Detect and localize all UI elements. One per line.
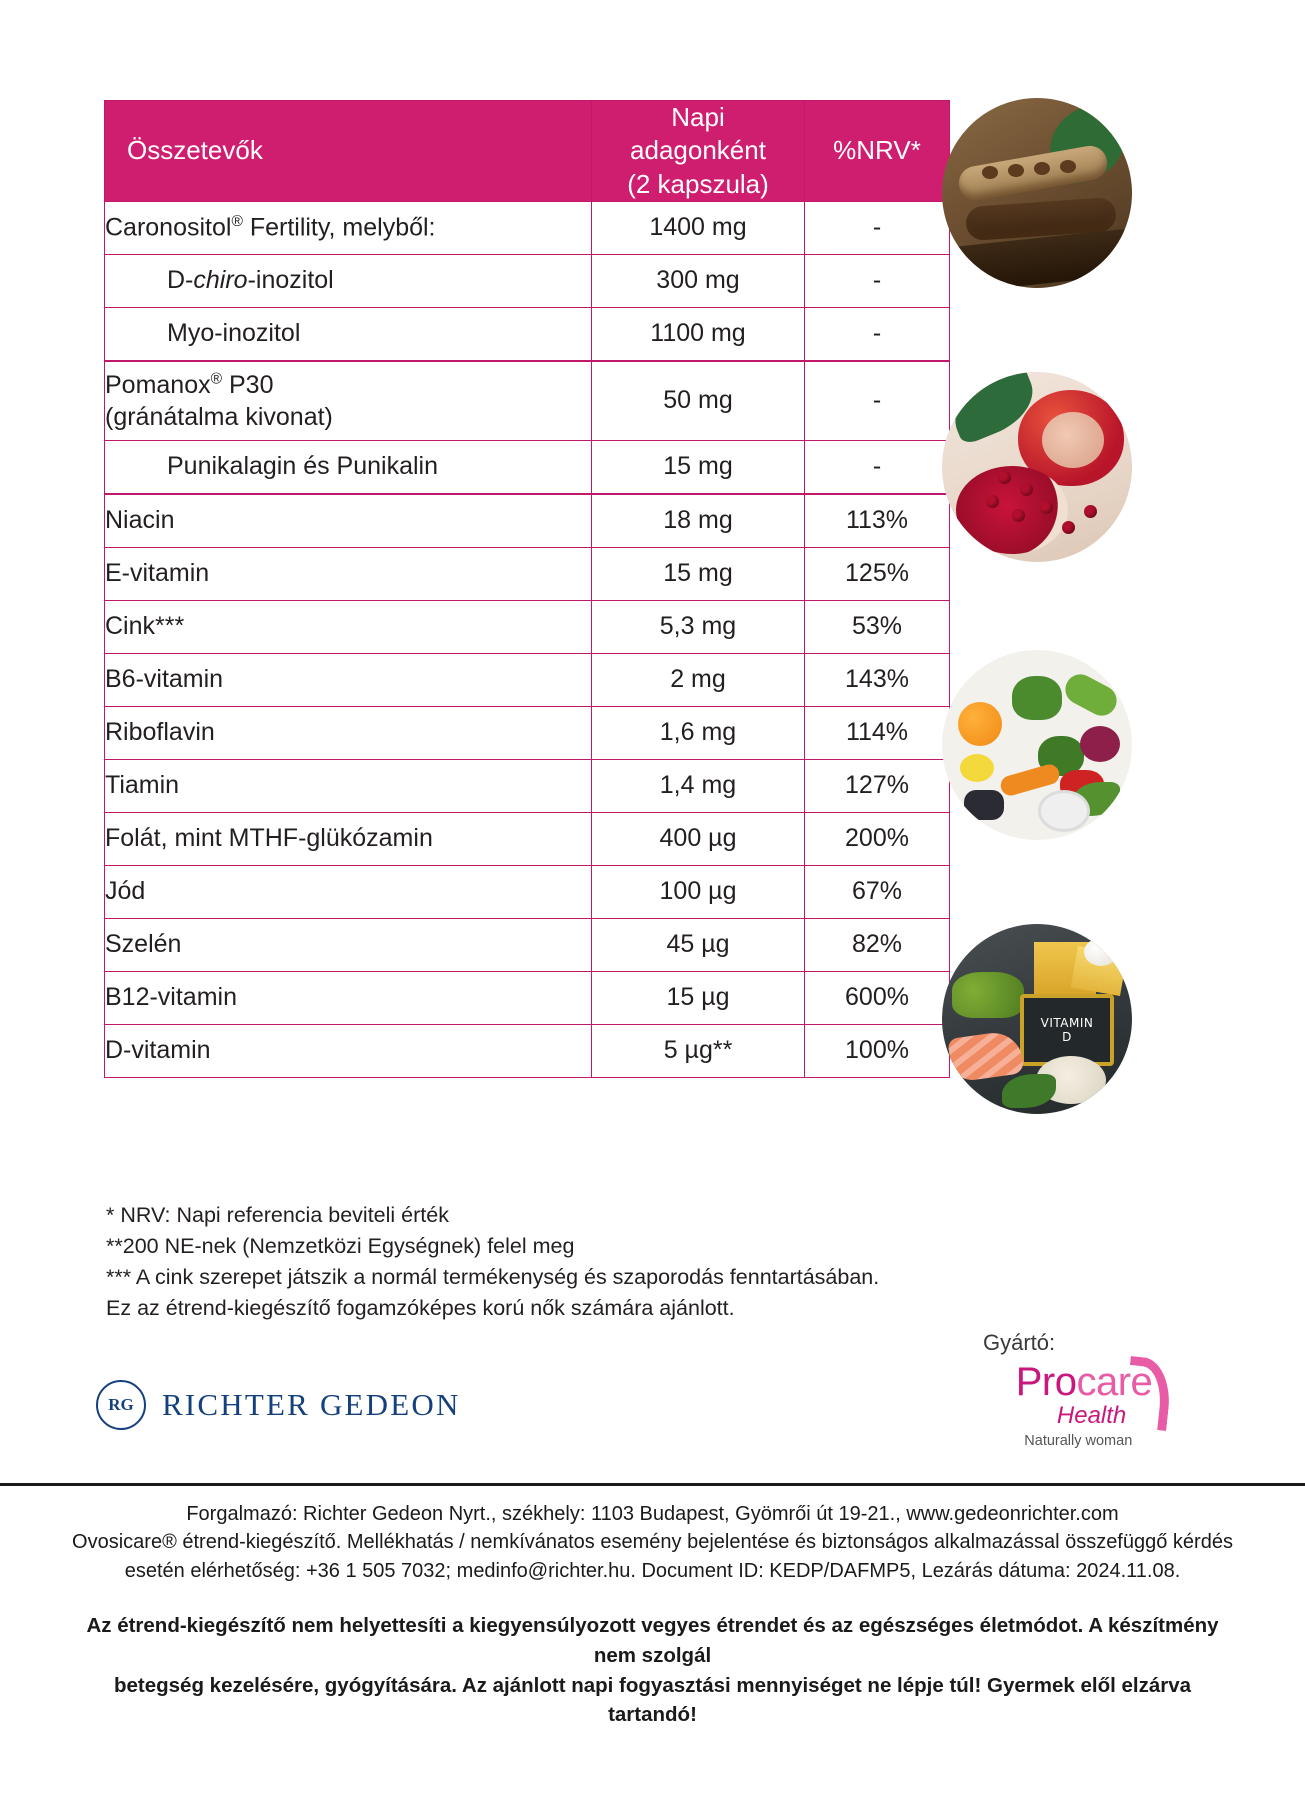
orange-slice-shape <box>958 702 1002 746</box>
vitamin-d-foods-photo <box>942 924 1132 1114</box>
ingredient-name: Punikalagin és Punikalin <box>105 440 592 494</box>
ingredient-nrv: - <box>805 307 950 361</box>
ingredient-nrv: 113% <box>805 494 950 548</box>
ingredient-name <box>105 201 592 254</box>
registered-mark: ® <box>210 370 223 388</box>
richter-monogram-icon: RG <box>96 1380 146 1430</box>
ingredient-name: Tiamin <box>105 759 592 812</box>
broccoli-shape <box>1012 676 1062 720</box>
footnote-nrv: * NRV: Napi referencia beviteli érték <box>106 1203 449 1227</box>
nutrition-table-wrapper <box>104 100 924 1078</box>
ingredient-amount: 5 µg** <box>592 1024 805 1077</box>
ingredient-amount: 1,4 mg <box>592 759 805 812</box>
footnote-zinc: *** A cink szerepet játszik a normál termékenység és szaporodás fenntartásában. <box>106 1264 880 1289</box>
footnote-iu: **200 NE-nek (Nemzetközi Egységnek) felel meg <box>106 1233 575 1258</box>
table-row <box>105 918 950 971</box>
ingredient-amount: 1100 mg <box>592 307 805 361</box>
ingredient-amount: 1400 mg <box>592 201 805 254</box>
ingredient-nrv: 200% <box>805 812 950 865</box>
manufacturer-label: Gyártó: <box>983 1330 1056 1355</box>
peas-shape <box>952 972 1024 1018</box>
ingredient-nrv: 143% <box>805 653 950 706</box>
ingredient-name: Riboflavin <box>105 706 592 759</box>
ingredient-name-suffix: -inozitol <box>247 266 334 295</box>
ingredient-name-text: D- <box>167 266 194 295</box>
pomegranate-photo <box>942 372 1132 562</box>
aril-shape <box>1020 483 1033 496</box>
table-row <box>105 865 950 918</box>
ingredient-name: E-vitamin <box>105 547 592 600</box>
ingredient-nrv: 67% <box>805 865 950 918</box>
ingredient-name: B6-vitamin <box>105 653 592 706</box>
table-row <box>105 600 950 653</box>
warning-line-2: betegség kezelésére, gyógyítására. Az ajánlott napi fogyasztási mennyiséget ne lépje túl! Gyermek elől elzárva tartandó! <box>113 1673 1192 1727</box>
ingredient-amount: 50 mg <box>592 361 805 441</box>
ingredient-amount: 18 mg <box>592 494 805 548</box>
table-row <box>105 201 950 254</box>
column-header-ingredients: Összetevők <box>105 101 592 202</box>
aril-shape <box>1084 505 1097 518</box>
distributor-line: Forgalmazó: Richter Gedeon Nyrt., székhely: 1103 Budapest, Gyömrői út 19-21., www.gedeonrichter.com <box>186 1503 1119 1525</box>
table-row <box>105 494 950 548</box>
lemon-slice-shape <box>960 754 994 782</box>
ingredient-name: Szelén <box>105 918 592 971</box>
table-row <box>105 971 950 1024</box>
table-row <box>105 361 950 441</box>
ingredient-amount: 15 µg <box>592 971 805 1024</box>
herb-shape <box>1002 1074 1056 1108</box>
ingredient-name-suffix: P30 <box>222 370 274 399</box>
ingredient-amount: 15 mg <box>592 440 805 494</box>
seeds-shape <box>964 790 1004 820</box>
chalkboard-line-1: VITAMIN <box>1040 1016 1094 1030</box>
ingredient-name: D-vitamin <box>105 1024 592 1077</box>
ingredient-name-text: Pomanox <box>105 370 211 399</box>
ingredient-nrv: 100% <box>805 1024 950 1077</box>
ingredient-nrv: 125% <box>805 547 950 600</box>
table-row <box>105 1024 950 1077</box>
procare-health-text: Health <box>1056 1402 1127 1429</box>
ingredient-nrv: 82% <box>805 918 950 971</box>
registered-mark: ® <box>231 213 243 230</box>
ingredient-amount: 400 µg <box>592 812 805 865</box>
ingredient-name-italic: chiro <box>193 266 248 295</box>
aril-shape <box>1012 509 1025 522</box>
ingredient-amount: 300 mg <box>592 254 805 307</box>
ingredient-nrv: - <box>805 361 950 441</box>
daily-dose-line-1: Napi <box>671 102 725 132</box>
aril-shape <box>998 471 1011 484</box>
warning-line-1: Az étrend-kiegészítő nem helyettesíti a kiegyensúlyozott vegyes étrendet és az egészséges életmódot. A készítmény nem szolgál <box>86 1614 1219 1667</box>
ingredient-name-suffix: Fertility, melyből: <box>242 213 436 242</box>
carob-photo-art <box>942 98 1132 288</box>
carob-pod-shape <box>956 143 1110 203</box>
pomegranate-photo-art <box>942 372 1132 562</box>
chalkboard-line-2: D <box>1062 1030 1072 1044</box>
seed-shape <box>1008 164 1024 177</box>
beet-shape <box>1080 726 1120 762</box>
table-row <box>105 307 950 361</box>
adverse-event-line-1: Ovosicare® étrend-kiegészítő. Mellékhatás / nemkívánatos esemény bejelentése és biztonságos alkalmazással összefüggő kérdés <box>72 1531 1233 1554</box>
ingredient-name <box>105 254 592 307</box>
column-header-nrv: %NRV* <box>805 101 950 202</box>
footnotes <box>106 1200 936 1324</box>
manufacturer-block <box>969 1330 1199 1450</box>
vitamin-d-photo-art <box>942 924 1132 1114</box>
ingredient-name: B12-vitamin <box>105 971 592 1024</box>
vegetables-photo-art <box>942 650 1132 840</box>
ingredient-name: Folát, mint MTHF-glükózamin <box>105 812 592 865</box>
ingredient-name <box>105 361 592 441</box>
table-row <box>105 653 950 706</box>
procare-pro-text: Pro <box>1015 1360 1077 1404</box>
procare-health-logo <box>1016 1362 1153 1449</box>
aril-shape <box>1062 521 1075 534</box>
ingredient-name-line-1 <box>105 369 591 401</box>
ingredient-name: Niacin <box>105 494 592 548</box>
ingredient-name-text: Caronositol <box>105 213 232 242</box>
ingredient-nrv: - <box>805 440 950 494</box>
ingredient-name: Cink*** <box>105 600 592 653</box>
ingredient-amount: 1,6 mg <box>592 706 805 759</box>
table-row <box>105 812 950 865</box>
procare-tagline: Naturally woman <box>1024 1433 1133 1449</box>
ingredient-nrv: - <box>805 201 950 254</box>
ingredient-nrv: 127% <box>805 759 950 812</box>
adverse-event-line-2: esetén elérhetőség: +36 1 505 7032; medinfo@richter.hu. Document ID: KEDP/DAFMP5, Lezárás dátuma: 2024.11.08. <box>124 1559 1181 1582</box>
ingredient-nrv: - <box>805 254 950 307</box>
richter-gedeon-logo <box>96 1380 461 1430</box>
ingredient-name: Myo-inozitol <box>105 307 592 361</box>
table-header-row <box>105 101 950 202</box>
ingredient-amount: 100 µg <box>592 865 805 918</box>
table-row <box>105 547 950 600</box>
table-body <box>105 201 950 1077</box>
ingredient-amount: 45 µg <box>592 918 805 971</box>
vegetables-platter-photo <box>942 650 1132 840</box>
footer <box>70 1500 1235 1730</box>
table-row <box>105 254 950 307</box>
table-header <box>105 101 950 202</box>
column-header-daily-dose <box>592 101 805 202</box>
ingredient-amount: 2 mg <box>592 653 805 706</box>
seed-shape <box>1060 160 1076 173</box>
salmon-shape <box>947 1029 1024 1083</box>
ingredient-name-line-2: (gránátalma kivonat) <box>105 402 333 431</box>
aril-shape <box>1040 501 1053 514</box>
ingredient-amount: 5,3 mg <box>592 600 805 653</box>
table-row <box>105 706 950 759</box>
richter-wordmark: RICHTER GEDEON <box>162 1387 461 1422</box>
seed-shape <box>1034 162 1050 175</box>
table-row <box>105 759 950 812</box>
seed-shape <box>982 166 998 179</box>
aril-shape <box>986 495 999 508</box>
table-row <box>105 440 950 494</box>
ribbon-icon <box>1124 1356 1174 1431</box>
ingredient-nrv: 53% <box>805 600 950 653</box>
carob-pods-photo <box>942 98 1132 288</box>
ingredient-nrv: 114% <box>805 706 950 759</box>
bowl-shape <box>1038 790 1090 832</box>
footnote-recommendation: Ez az étrend-kiegészítő fogamzóképes korú nők számára ajánlott. <box>106 1295 735 1320</box>
warning-block <box>70 1611 1235 1730</box>
daily-dose-line-2: adagonként <box>630 135 766 166</box>
daily-dose-line-3: (2 kapszula) <box>627 168 769 199</box>
cucumber-shape <box>1060 669 1122 721</box>
procare-care-text: care <box>1076 1360 1153 1404</box>
ingredient-nrv: 600% <box>805 971 950 1024</box>
ingredient-name: Jód <box>105 865 592 918</box>
ingredient-amount: 15 mg <box>592 547 805 600</box>
footer-divider <box>0 1483 1305 1486</box>
egg-shape <box>1084 938 1118 966</box>
nutrition-table <box>104 100 950 1078</box>
